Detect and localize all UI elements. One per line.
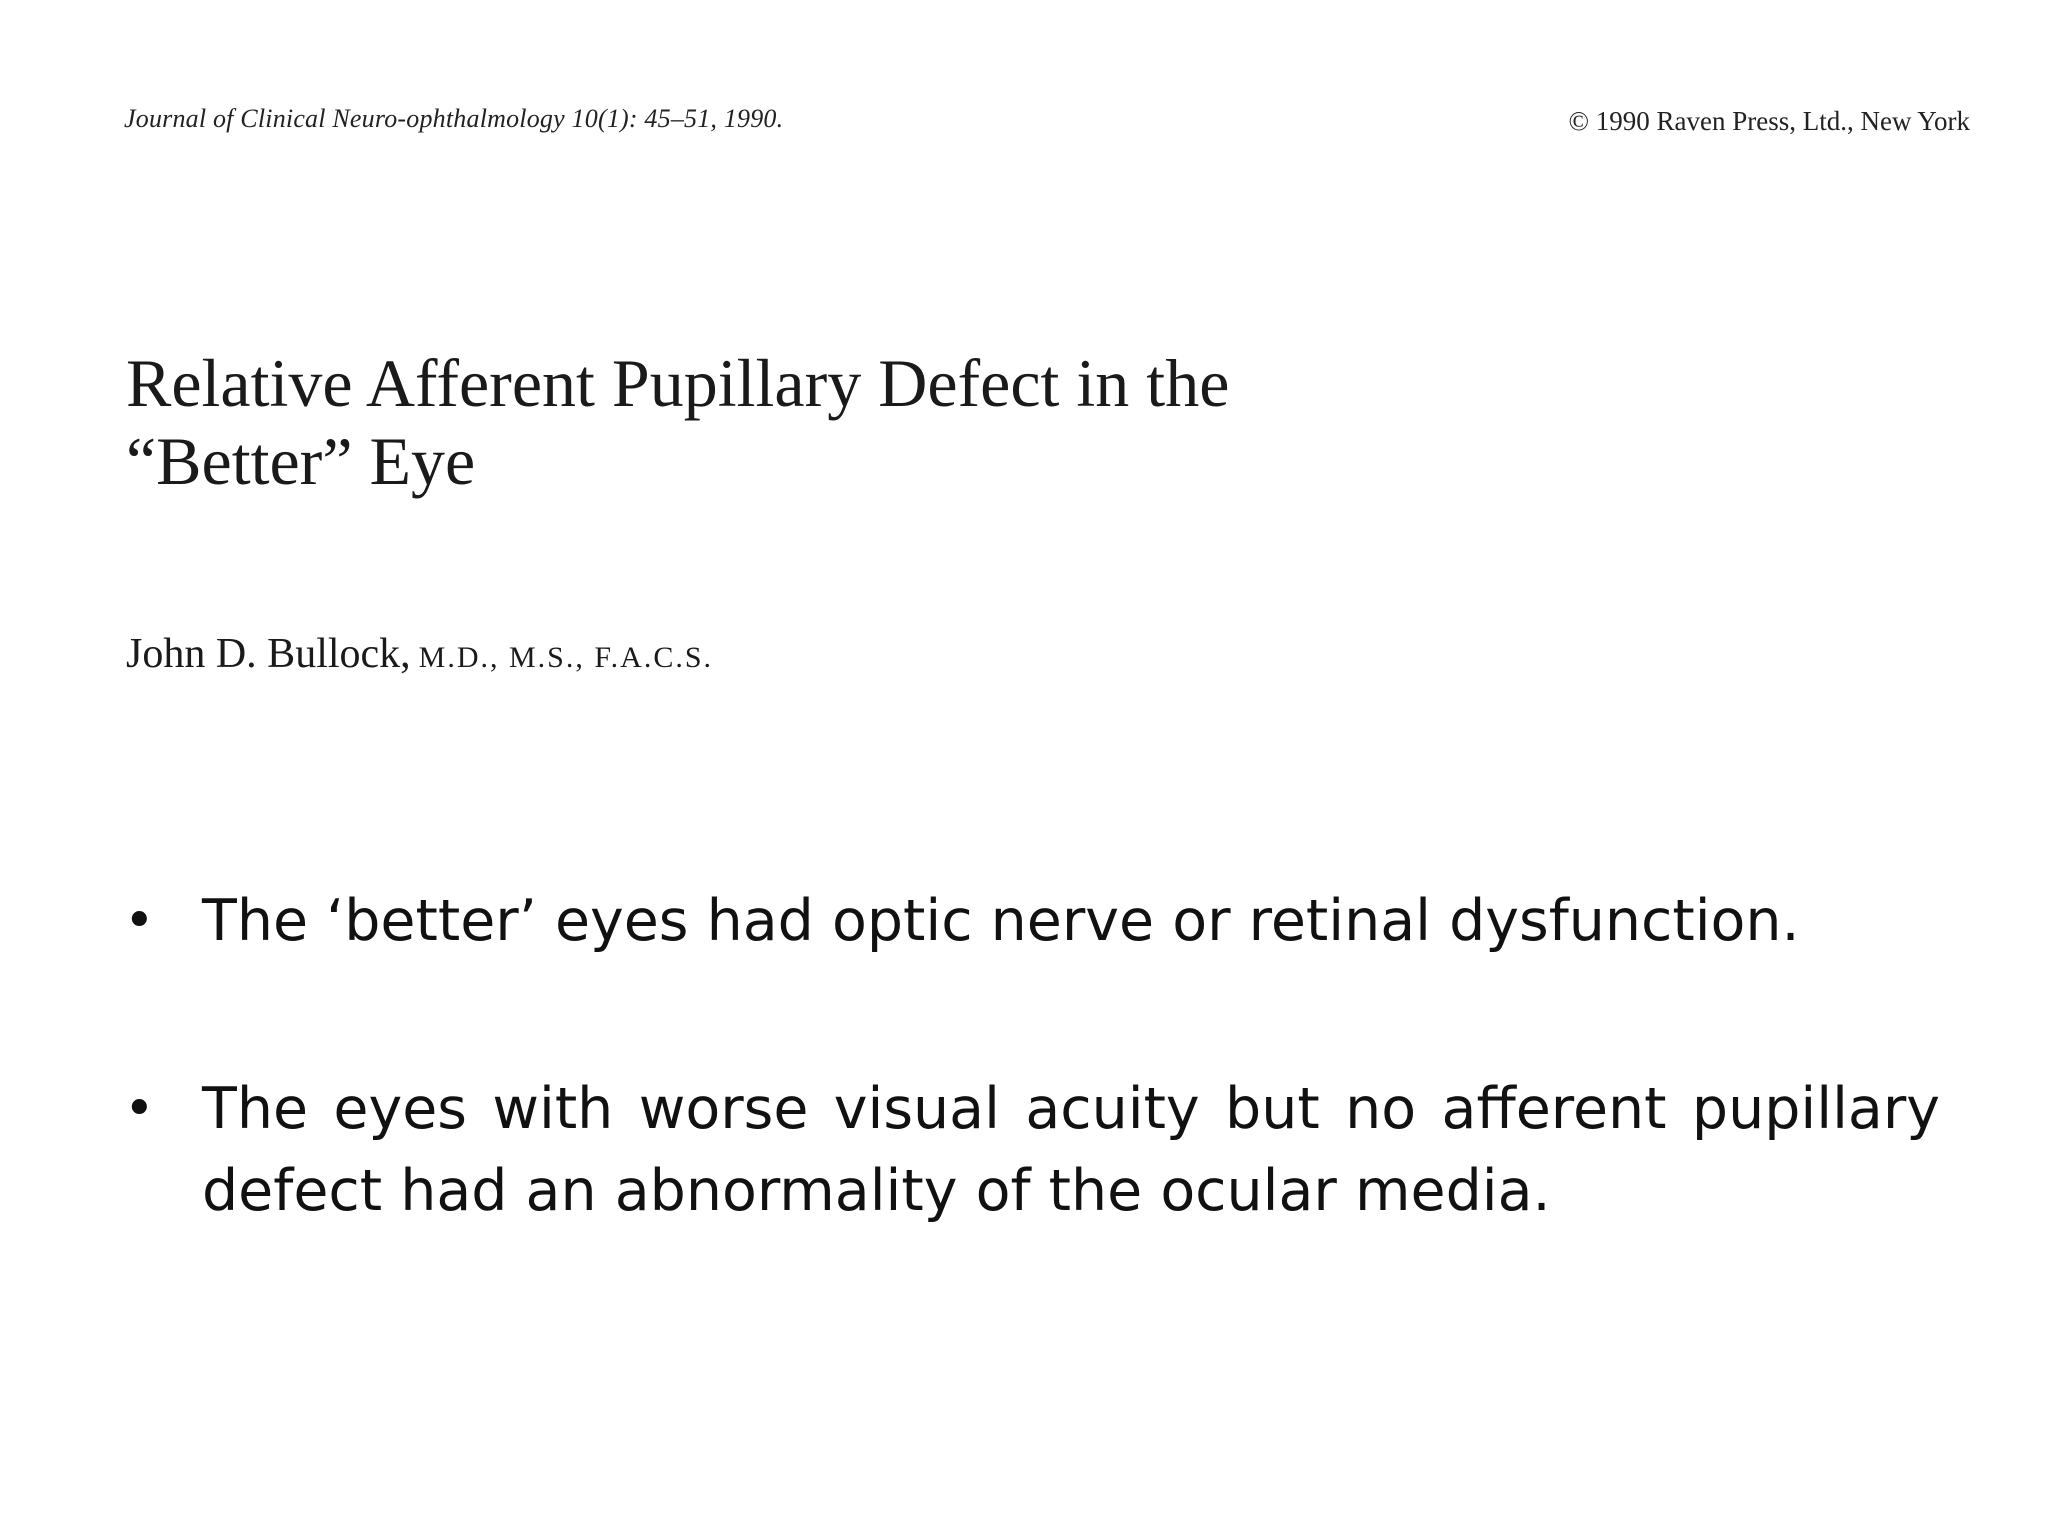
bullet-dot-icon: • (124, 891, 155, 951)
bullet-text: The eyes with worse visual acuity but no afferent pupillary defect had an abnormality of the ocular media. (202, 1076, 1940, 1224)
article-scan (120, 96, 1970, 716)
bullet-item (120, 1068, 1940, 1232)
author-line (126, 630, 713, 678)
bullet-dot-icon: • (124, 1079, 155, 1139)
copyright-notice: © 1990 Raven Press, Ltd., New York (1568, 106, 1970, 136)
bullet-item (120, 880, 1940, 962)
bullet-text: The ‘better’ eyes had optic nerve or retinal dysfunction. (202, 888, 1800, 954)
journal-citation: Journal of Clinical Neuro-ophthalmology 10(1): 45–51, 1990. (124, 104, 784, 133)
bullet-list (120, 880, 1940, 1338)
article-title (126, 344, 1526, 500)
article-title-line-1: Relative Afferent Pupillary Defect in the (126, 345, 1230, 421)
author-degrees: M.D., M.S., F.A.C.S. (418, 641, 714, 674)
author-name: John D. Bullock, (126, 631, 411, 677)
article-title-line-2: “Better” Eye (126, 423, 476, 499)
